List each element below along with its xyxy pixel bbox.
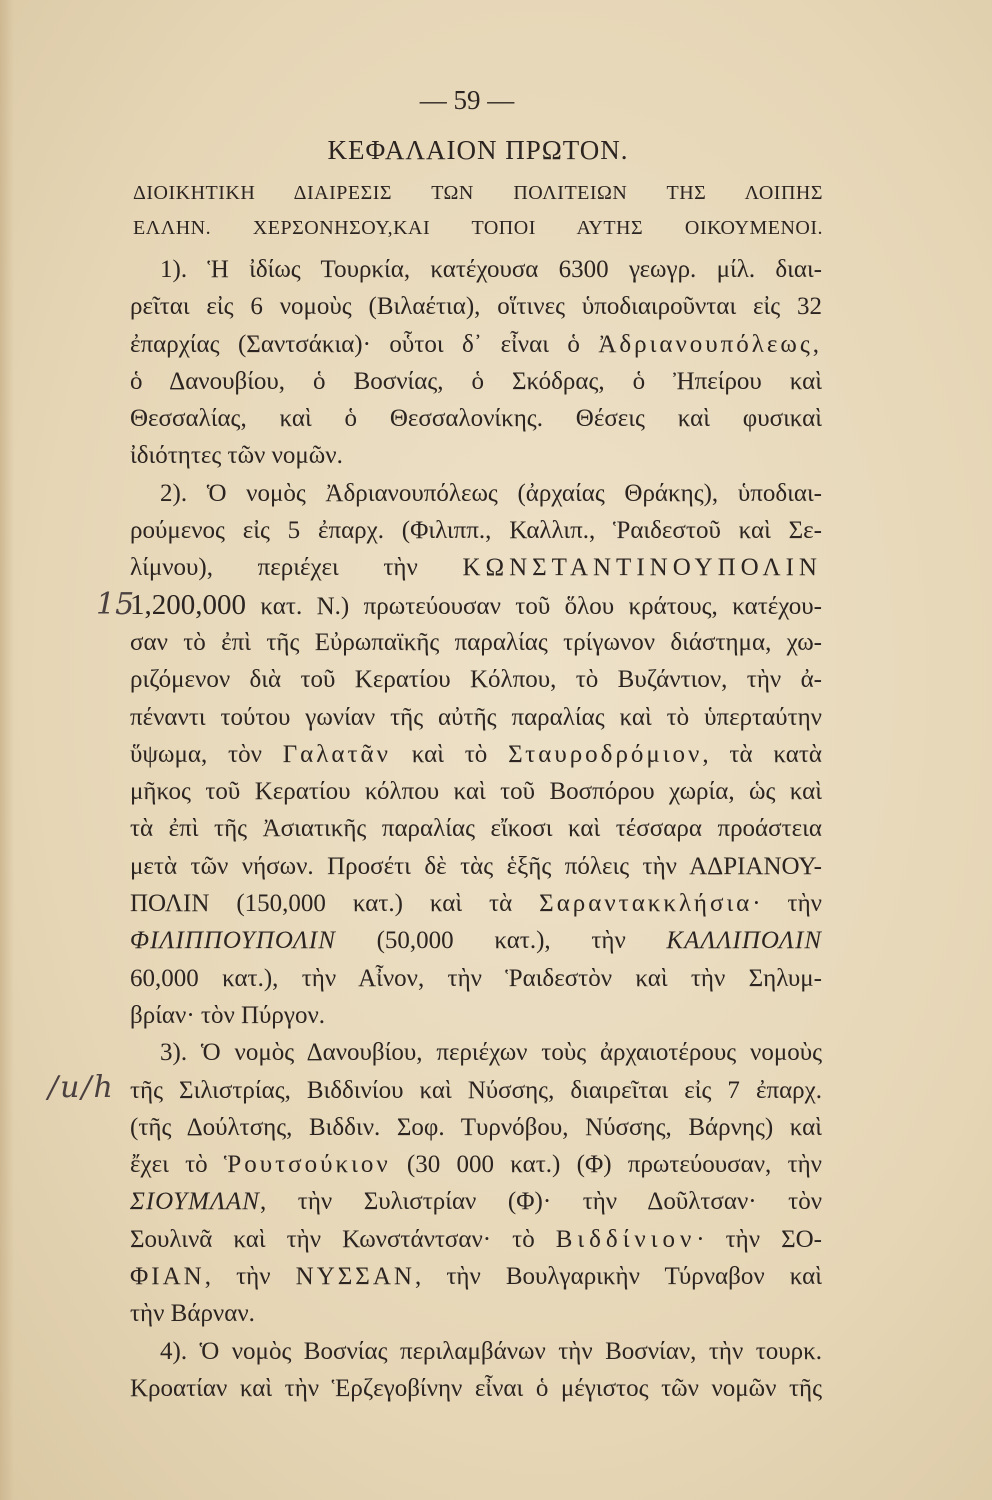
text-segment: πέναντι τούτου γωνίαν τῆς αὐτῆς παραλίας καὶ τὸ ὑπερταύτην xyxy=(130,703,822,731)
text-segment: καὶ τὸ xyxy=(390,740,509,768)
text-line xyxy=(130,326,822,363)
text-line xyxy=(130,661,822,698)
text-line xyxy=(130,437,822,474)
text-line xyxy=(130,960,822,997)
text-line xyxy=(130,1258,822,1295)
text-segment: ρεῖται εἰς 6 νομοὺς (Βιλαέτια), οἵτινες ὑποδιαιροῦνται εἰς 32 xyxy=(130,293,822,321)
spaced-word: ΝΥΣΣΑΝ xyxy=(295,1263,415,1291)
italic-city-name: ΚΑΛΛΙΠΟΛΙΝ xyxy=(666,927,822,955)
text-line xyxy=(130,773,822,810)
spaced-word: ΦΙΑΝ xyxy=(130,1263,205,1291)
text-segment: (τῆς Δούλτσης, Βιδδιν. Σοφ. Τυρνόβου, Νύσσης, Βάρνης) καὶ xyxy=(130,1113,822,1141)
text-line xyxy=(160,251,822,288)
spaced-word: Ἀδριανουπόλεως, xyxy=(598,330,822,358)
text-line xyxy=(130,363,822,400)
text-segment: 60,000 κατ.), τὴν Αἶνον, τὴν Ῥαιδεστὸν καὶ τὴν Σηλυμ- xyxy=(130,964,822,992)
text-line xyxy=(130,997,822,1034)
spaced-word: Γαλατᾶν xyxy=(282,740,391,768)
text-segment: , τὴν xyxy=(204,1263,296,1291)
text-segment: λίμνου), περιέχει τὴν xyxy=(130,554,463,582)
text-segment: Κροατίαν καὶ τὴν Ἑρζεγοβίνην εἶναι ὁ μέγιστος τῶν νομῶν τῆς xyxy=(130,1374,822,1402)
text-segment: 4). Ὁ νομὸς Βοσνίας περιλαμβάνων τὴν Βοσνίαν, τὴν τουρκ. xyxy=(160,1337,822,1365)
text-segment: τὴν Βάρναν. xyxy=(130,1300,255,1328)
text-segment: , τὴν Συλιστρίαν (Φ)· τὴν Δοῦλτσαν· τὸν xyxy=(260,1188,822,1216)
text-line xyxy=(160,1034,822,1071)
italic-city-name: ΦΙΛΙΠΠΟΥΠΟΛΙΝ xyxy=(130,927,336,955)
text-segment: ἔχει τὸ xyxy=(130,1151,224,1179)
text-line xyxy=(130,885,822,922)
text-line xyxy=(130,922,822,959)
text-segment: μῆκος τοῦ Κερατίου κόλπου καὶ τοῦ Βοσπόρου χωρία, ὡς καὶ xyxy=(130,778,822,806)
chapter-title: ΚΕΦΑΛΑΙΟΝ ΠΡΩΤΟΝ. xyxy=(327,135,629,165)
handwritten-margin-note: /u/h xyxy=(48,1070,115,1105)
text-segment: 2). Ὁ νομὸς Ἀδριανουπόλεως (ἀρχαίας Θράκης), ὑποδιαι- xyxy=(160,479,822,507)
text-segment: βρίαν· τὸν Πύργον. xyxy=(130,1001,326,1029)
text-segment: κατ. Ν.) πρωτεύουσαν τοῦ ὅλου κράτους, κατέχου- xyxy=(246,592,822,620)
handwritten-margin-note: 15 xyxy=(96,587,135,622)
text-line xyxy=(130,1370,822,1407)
spaced-word: Σταυροδρόμιον xyxy=(508,740,703,768)
text-line xyxy=(130,699,822,736)
text-segment: Θεσσαλίας, καὶ ὁ Θεσσαλονίκης. Θέσεις καὶ φυσικαὶ xyxy=(130,405,822,433)
text-segment: 1). Ἡ ἰδίως Τουρκία, κατέχουσα 6300 γεωγρ. μίλ. διαι- xyxy=(160,256,822,283)
text-line xyxy=(130,1295,822,1332)
text-line xyxy=(130,624,822,661)
chapter-subtitle-line: ΕΛΛΗΝ. ΧΕΡΣΟΝΗΣΟΥ,ΚΑΙ ΤΟΠΟΙ ΑΥΤΗΣ ΟΙΚΟΥΜΕΝΟΙ. xyxy=(133,217,823,239)
italic-city-name: ΣΙΟΥΜΛΑΝ xyxy=(130,1188,260,1216)
text-segment: ριζόμενον διὰ τοῦ Κερατίου Κόλπου, τὸ Βυζάντιον, τὴν ἀ- xyxy=(130,666,822,694)
text-segment: τὰ ἐπὶ τῆς Ἀσιατικῆς παραλίας εἴκοσι καὶ τέσσαρα προάστεια xyxy=(130,815,822,843)
text-segment: · τὴν xyxy=(752,890,822,918)
text-line xyxy=(130,736,822,773)
spaced-word: Βιδδίνιον xyxy=(555,1225,697,1253)
population-figure: 1,200,000 xyxy=(130,588,246,621)
text-segment: · τὴν ΣΟ- xyxy=(696,1225,822,1253)
text-segment: (50,000 κατ.), τὴν xyxy=(335,927,667,955)
text-line xyxy=(130,810,822,847)
text-line xyxy=(130,512,822,549)
text-segment: ὕψωμα, τὸν xyxy=(130,740,283,768)
text-line xyxy=(130,288,822,325)
text-segment: Σουλινᾶ καὶ τὴν Κωνστάντσαν· τὸ xyxy=(130,1225,556,1253)
text-segment: ΠΟΛΙΝ (150,000 κατ.) καὶ τὰ xyxy=(130,890,540,918)
text-segment: τῆς Σιλιστρίας, Βιδδινίου καὶ Νύσσης, διαιρεῖται εἰς 7 ἐπαρχ. xyxy=(130,1076,822,1104)
body-text xyxy=(130,251,822,1407)
text-line xyxy=(130,1183,822,1220)
text-segment: σαν τὸ ἐπὶ τῆς Εὐρωπαϊκῆς παραλίας τρίγωνον διάστημα, χω- xyxy=(130,628,822,656)
text-segment: 3). Ὁ νομὸς Δανουβίου, περιέχων τοὺς ἀρχαιοτέρους νομοὺς xyxy=(160,1039,822,1067)
chapter-subtitle-line: ΔΙΟΙΚΗΤΙΚΗ ΔΙΑΙΡΕΣΙΣ ΤΩΝ ΠΟΛΙΤΕΙΩΝ ΤΗΣ ΛΟΙΠΗΣ xyxy=(133,182,823,204)
spaced-word: Σαραντακκλήσια xyxy=(539,890,753,918)
text-segment: (30 000 κατ.) (Φ) πρωτεύουσαν, τὴν xyxy=(390,1151,822,1179)
spaced-word: ΚΩΝΣΤΑΝΤΙΝΟΥΠΟΛΙΝ xyxy=(462,554,822,582)
text-line xyxy=(130,1109,822,1146)
text-segment: ὁ Δανουβίου, ὁ Βοσνίας, ὁ Σκόδρας, ὁ Ἠπείρου καὶ xyxy=(130,367,822,395)
text-line xyxy=(160,475,822,512)
text-line xyxy=(160,1333,822,1370)
text-line xyxy=(130,848,822,885)
text-segment: ἐπαρχίας (Σαντσάκια)· οὗτοι δ᾽ εἶναι ὁ xyxy=(130,330,599,358)
text-line xyxy=(130,587,822,624)
text-segment: , τὴν Βουλγαρικὴν Τύρναβον καὶ xyxy=(414,1263,822,1291)
text-line xyxy=(130,1146,822,1183)
text-segment: , τὰ κατὰ xyxy=(702,740,822,768)
text-line xyxy=(130,549,822,586)
spaced-word: Ῥουτσούκιον xyxy=(223,1151,391,1179)
text-line xyxy=(130,1072,822,1109)
page-number: — 59 — xyxy=(419,85,515,115)
text-line xyxy=(130,400,822,437)
text-segment: ἰδιότητες τῶν νομῶν. xyxy=(130,442,343,470)
text-segment: ρούμενος εἰς 5 ἐπαρχ. (Φιλιππ., Καλλιπ., Ῥαιδεστοῦ καὶ Σε- xyxy=(130,517,822,545)
text-segment: μετὰ τῶν νήσων. Προσέτι δὲ τὰς ἑξῆς πόλεις τὴν ΑΔΡΙΑΝΟΥ- xyxy=(130,852,822,880)
text-line xyxy=(130,1221,822,1258)
page-edge-shadow xyxy=(0,0,14,1500)
